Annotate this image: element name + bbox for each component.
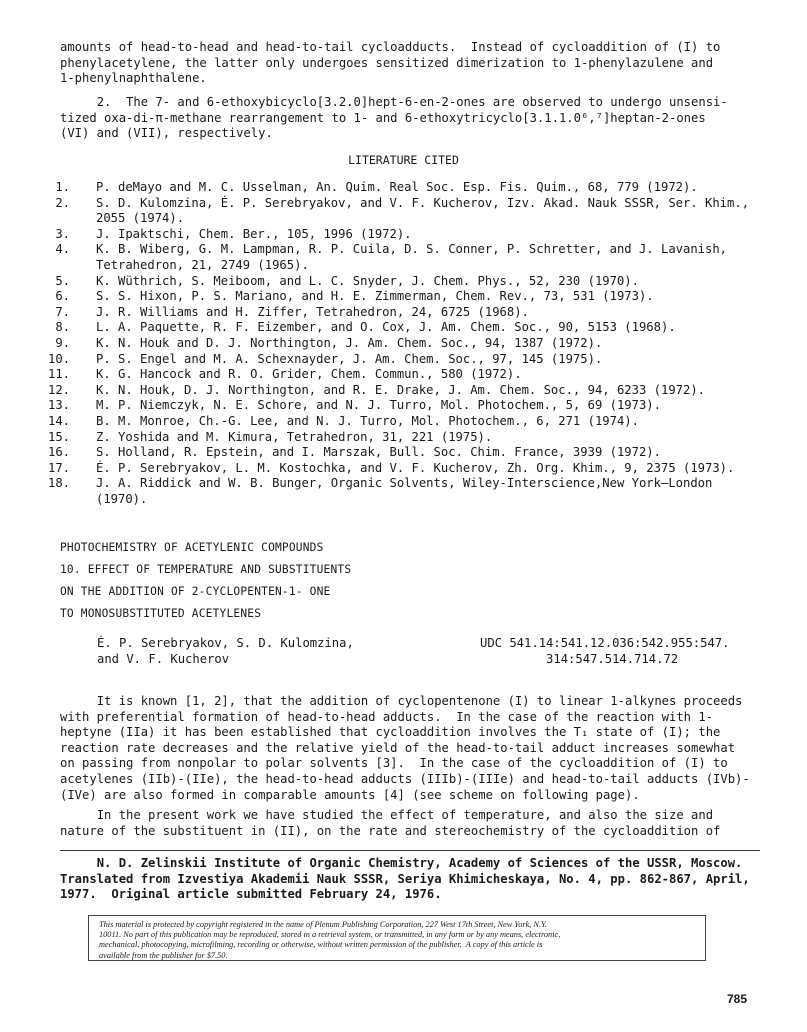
reference-text: K. Wüthrich, S. Meiboom, and L. C. Snyder, J. Chem. Phys., 52, 230 (1970). (96, 273, 639, 288)
reference-item (40, 289, 760, 305)
reference-number: 7. (55, 304, 70, 319)
reference-item (40, 320, 760, 336)
udc-code: UDC 541.14:541.12.036:542.955:547. 314:547.514.714.72 (480, 636, 730, 666)
page-number: 785 (727, 992, 748, 1006)
article-authors: É. P. Serebryakov, S. D. Kulomzina, and V. F. Kucherov (97, 636, 354, 666)
reference-number: 4. (55, 242, 70, 257)
reference-item (40, 414, 760, 430)
reference-item (40, 430, 760, 446)
reference-item (40, 445, 760, 461)
reference-number: 18. (47, 476, 70, 491)
article-title-line-3: ON THE ADDITION OF 2-CYCLOPENTEN-1- ONE (60, 585, 331, 598)
reference-number: 10. (47, 351, 70, 366)
reference-number: 14. (47, 413, 70, 428)
reference-list (40, 180, 760, 507)
copyright-notice: This material is protected by copyright registered in the name of Plenum Publishing Corporation, 227 West 17th Street, New York, N.Y. 10011. No part of this publication may be reproduced, stored in a retrieval system, or transmitted, in any form or by any means, electronic, mechanical, photocopying, microfilming, recording or otherwise, without written permission of the publisher. A copy of this article is available from the publisher for $7.50. (88, 915, 706, 961)
footer-divider (60, 850, 760, 851)
reference-item (40, 367, 760, 383)
reference-text: J. A. Riddick and W. B. Bunger, Organic Solvents, Wiley-Interscience,New York—London (1970). (96, 476, 713, 506)
reference-number: 3. (55, 226, 70, 241)
reference-text: S. Holland, R. Epstein, and I. Marszak, Bull. Soc. Chim. France, 3939 (1972). (96, 445, 661, 460)
reference-text: P. S. Engel and M. A. Schexnayder, J. Am. Chem. Soc., 97, 145 (1975). (96, 351, 603, 366)
intro-paragraph-1: amounts of head-to-head and head-to-tail cycloadducts. Instead of cycloaddition of (I) to phenylacetylene, the latter only undergoes sensitized dimerization to 1-phenylazulene and 1-phenylnaphthalene. (60, 40, 721, 86)
reference-number: 5. (55, 273, 70, 288)
reference-text: S. D. Kulomzina, É. P. Serebryakov, and V. F. Kucherov, Izv. Akad. Nauk SSSR, Ser. Khim., 2055 (1974). (96, 195, 750, 226)
reference-text: J. R. Williams and H. Ziffer, Tetrahedron, 24, 6725 (1968). (96, 304, 529, 319)
affiliation-note: N. D. Zelinskii Institute of Organic Chemistry, Academy of Sciences of the USSR, Moscow. Translated from Izvestiya Akademii Nauk SSSR, Seriya Khimicheskaya, No. 4, pp. 862-867, April, 1977. Original article submitted February 24, 1976. (60, 856, 750, 902)
reference-number: 2. (55, 195, 70, 210)
reference-text: K. G. Hancock and R. O. Grider, Chem. Commun., 580 (1972). (96, 367, 522, 382)
article-title-line-4: TO MONOSUBSTITUTED ACETYLENES (60, 607, 262, 620)
reference-text: S. S. Hixon, P. S. Mariano, and H. E. Zimmerman, Chem. Rev., 73, 531 (1973). (96, 289, 654, 304)
reference-text: K. N. Houk and D. J. Northington, J. Am. Chem. Soc., 94, 1387 (1972). (96, 335, 603, 350)
reference-text: M. P. Niemczyk, N. E. Schore, and N. J. Turro, Mol. Photochem., 5, 69 (1973). (96, 398, 661, 413)
reference-item (40, 227, 760, 243)
reference-number: 12. (47, 382, 70, 397)
reference-number: 8. (55, 320, 70, 335)
reference-number: 11. (47, 367, 70, 382)
reference-item (40, 336, 760, 352)
reference-text: P. deMayo and M. C. Usselman, An. Quim. Real Soc. Esp. Fis. Quim., 68, 779 (1972). (96, 180, 698, 194)
article-title-line-1: PHOTOCHEMISTRY OF ACETYLENIC COMPOUNDS (60, 541, 324, 554)
reference-item (40, 242, 760, 273)
intro-paragraph-2: 2. The 7- and 6-ethoxybicyclo[3.2.0]hept-6-en-2-ones are observed to undergo unsensi- tized oxa-di-π-methane rearrangement to 1- and 6-ethoxytricyclo[3.1.1.0⁶,⁷]heptan-2-ones (VI) and (VII), respectively. (60, 95, 728, 141)
reference-number: 13. (47, 398, 70, 413)
reference-text: Z. Yoshida and M. Kimura, Tetrahedron, 31, 221 (1975). (96, 429, 493, 444)
reference-text: K. B. Wiberg, G. M. Lampman, R. P. Cuila, D. S. Conner, P. Schretter, and J. Lavanish, Tetrahedron, 21, 2749 (1965). (96, 242, 728, 272)
reference-text: B. M. Monroe, Ch.-G. Lee, and N. J. Turro, Mol. Photochem., 6, 271 (1974). (96, 413, 639, 428)
body-paragraph-1: It is known [1, 2], that the addition of cyclopentenone (I) to linear 1-alkynes proceeds with preferential formation of head-to-head adducts. In the case of the reaction with 1- heptyne (IIa) it has been established that cycloaddition involves the T₁ state of (I); the reaction rate decreases and the relative yield of the head-to-tail adduct increases somewhat on passing from nonpolar to polar solvents [3]. In the case of the cycloaddition of (I) to acetylenes (IIb)-(IIe), the head-to-head adducts (IIIb)-(IIIe) and head-to-tail adducts (IVb)- (IVe) are also formed in comparable amounts [4] (see scheme on following page). (60, 694, 750, 802)
reference-item (40, 305, 760, 321)
article-title-line-2: 10. EFFECT OF TEMPERATURE AND SUBSTITUENTS (60, 563, 352, 576)
reference-number: 16. (47, 445, 70, 460)
reference-number: 9. (55, 335, 70, 350)
reference-text: É. P. Serebryakov, L. M. Kostochka, and V. F. Kucherov, Zh. Org. Khim., 9, 2375 (1973). (96, 460, 735, 475)
reference-number: 15. (47, 429, 70, 444)
reference-item (40, 398, 760, 414)
reference-item (40, 180, 760, 196)
reference-item (40, 476, 760, 507)
reference-item (40, 461, 760, 477)
literature-cited-heading: LITERATURE CITED (348, 153, 459, 167)
reference-text: J. Ipaktschi, Chem. Ber., 105, 1996 (1972). (96, 226, 412, 241)
body-paragraph-2: In the present work we have studied the effect of temperature, and also the size and nature of the substituent in (II), on the rate and stereochemistry of the cycloaddition of (60, 808, 721, 838)
reference-number: 1. (55, 180, 70, 194)
reference-number: 17. (47, 460, 70, 475)
reference-text: K. N. Houk, D. J. Northington, and R. E. Drake, J. Am. Chem. Soc., 94, 6233 (1972). (96, 382, 706, 397)
reference-text: L. A. Paquette, R. F. Eizember, and O. Cox, J. Am. Chem. Soc., 90, 5153 (1968). (96, 320, 676, 335)
reference-item (40, 196, 760, 227)
reference-item (40, 274, 760, 290)
reference-item (40, 383, 760, 399)
reference-number: 6. (55, 289, 70, 304)
reference-item (40, 352, 760, 368)
